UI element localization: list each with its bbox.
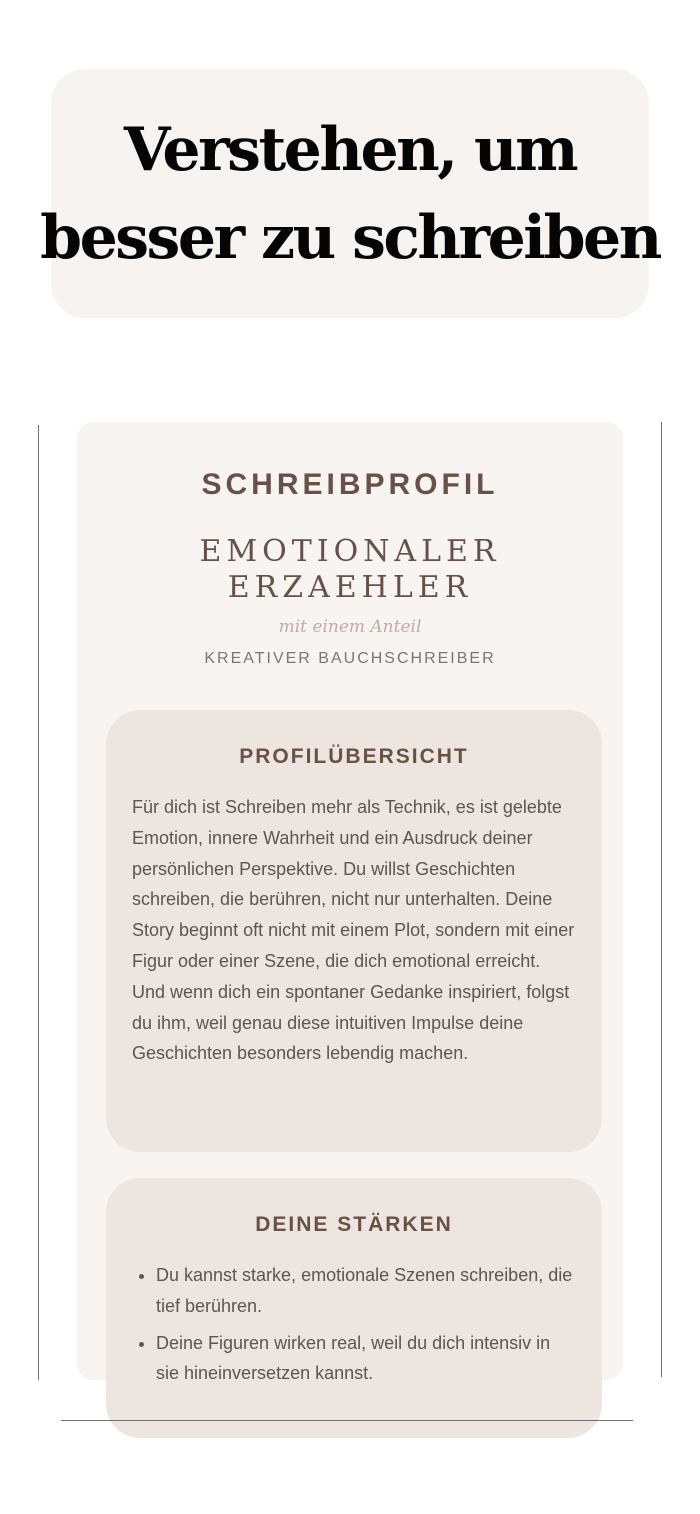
list-item: • Deine Figuren wirken real, weil du dich intensiv in sie hineinversetzen kannst. [156, 1328, 576, 1390]
profile-type-line-2: ERZAEHLER [227, 570, 473, 605]
profile-overview-text: Für dich ist Schreiben mehr als Technik, es ist gelebte Emotion, innere Wahrheit und ein Ausdruck deiner persönlichen Perspektive. Du willst Geschichten schreiben, die berühren, nicht nur unterhalten. Deine Story beginnt oft nicht mit einem Plot, sondern mit einer Figur oder einer Szene, die dich emotional erreicht. Und wenn dich ein spontaner Gedanke inspiriert, folgst du ihm, weil genau diese intuitiven Impulse deine Geschichten besonders lebendig machen. [132, 797, 575, 1064]
divider-line [61, 1420, 633, 1421]
strengths-heading: DEINE STÄRKEN [255, 1213, 453, 1236]
hero-title-line-1: Verstehen, um [123, 114, 577, 185]
hero-title [40, 106, 660, 282]
profile-type-name [0, 534, 700, 606]
strengths-section [106, 1178, 602, 1438]
strengths-list [132, 1260, 576, 1389]
hero-banner [40, 69, 660, 318]
list-item: • Du kannst starke, emotionale Szenen schreiben, die tief berühren. [156, 1260, 576, 1322]
hero-title-line-2: besser zu schreiben [40, 202, 660, 273]
profile-secondary-type: KREATIVER BAUCHSCHREIBER [204, 650, 496, 667]
profile-overview-section [106, 710, 602, 1152]
profile-overview-heading: PROFILÜBERSICHT [239, 745, 469, 768]
profile-eyebrow: SCHREIBPROFIL [201, 468, 499, 501]
profile-type-line-1: EMOTIONALER [199, 534, 501, 569]
profile-accent-text: mit einem Anteil [278, 617, 422, 637]
